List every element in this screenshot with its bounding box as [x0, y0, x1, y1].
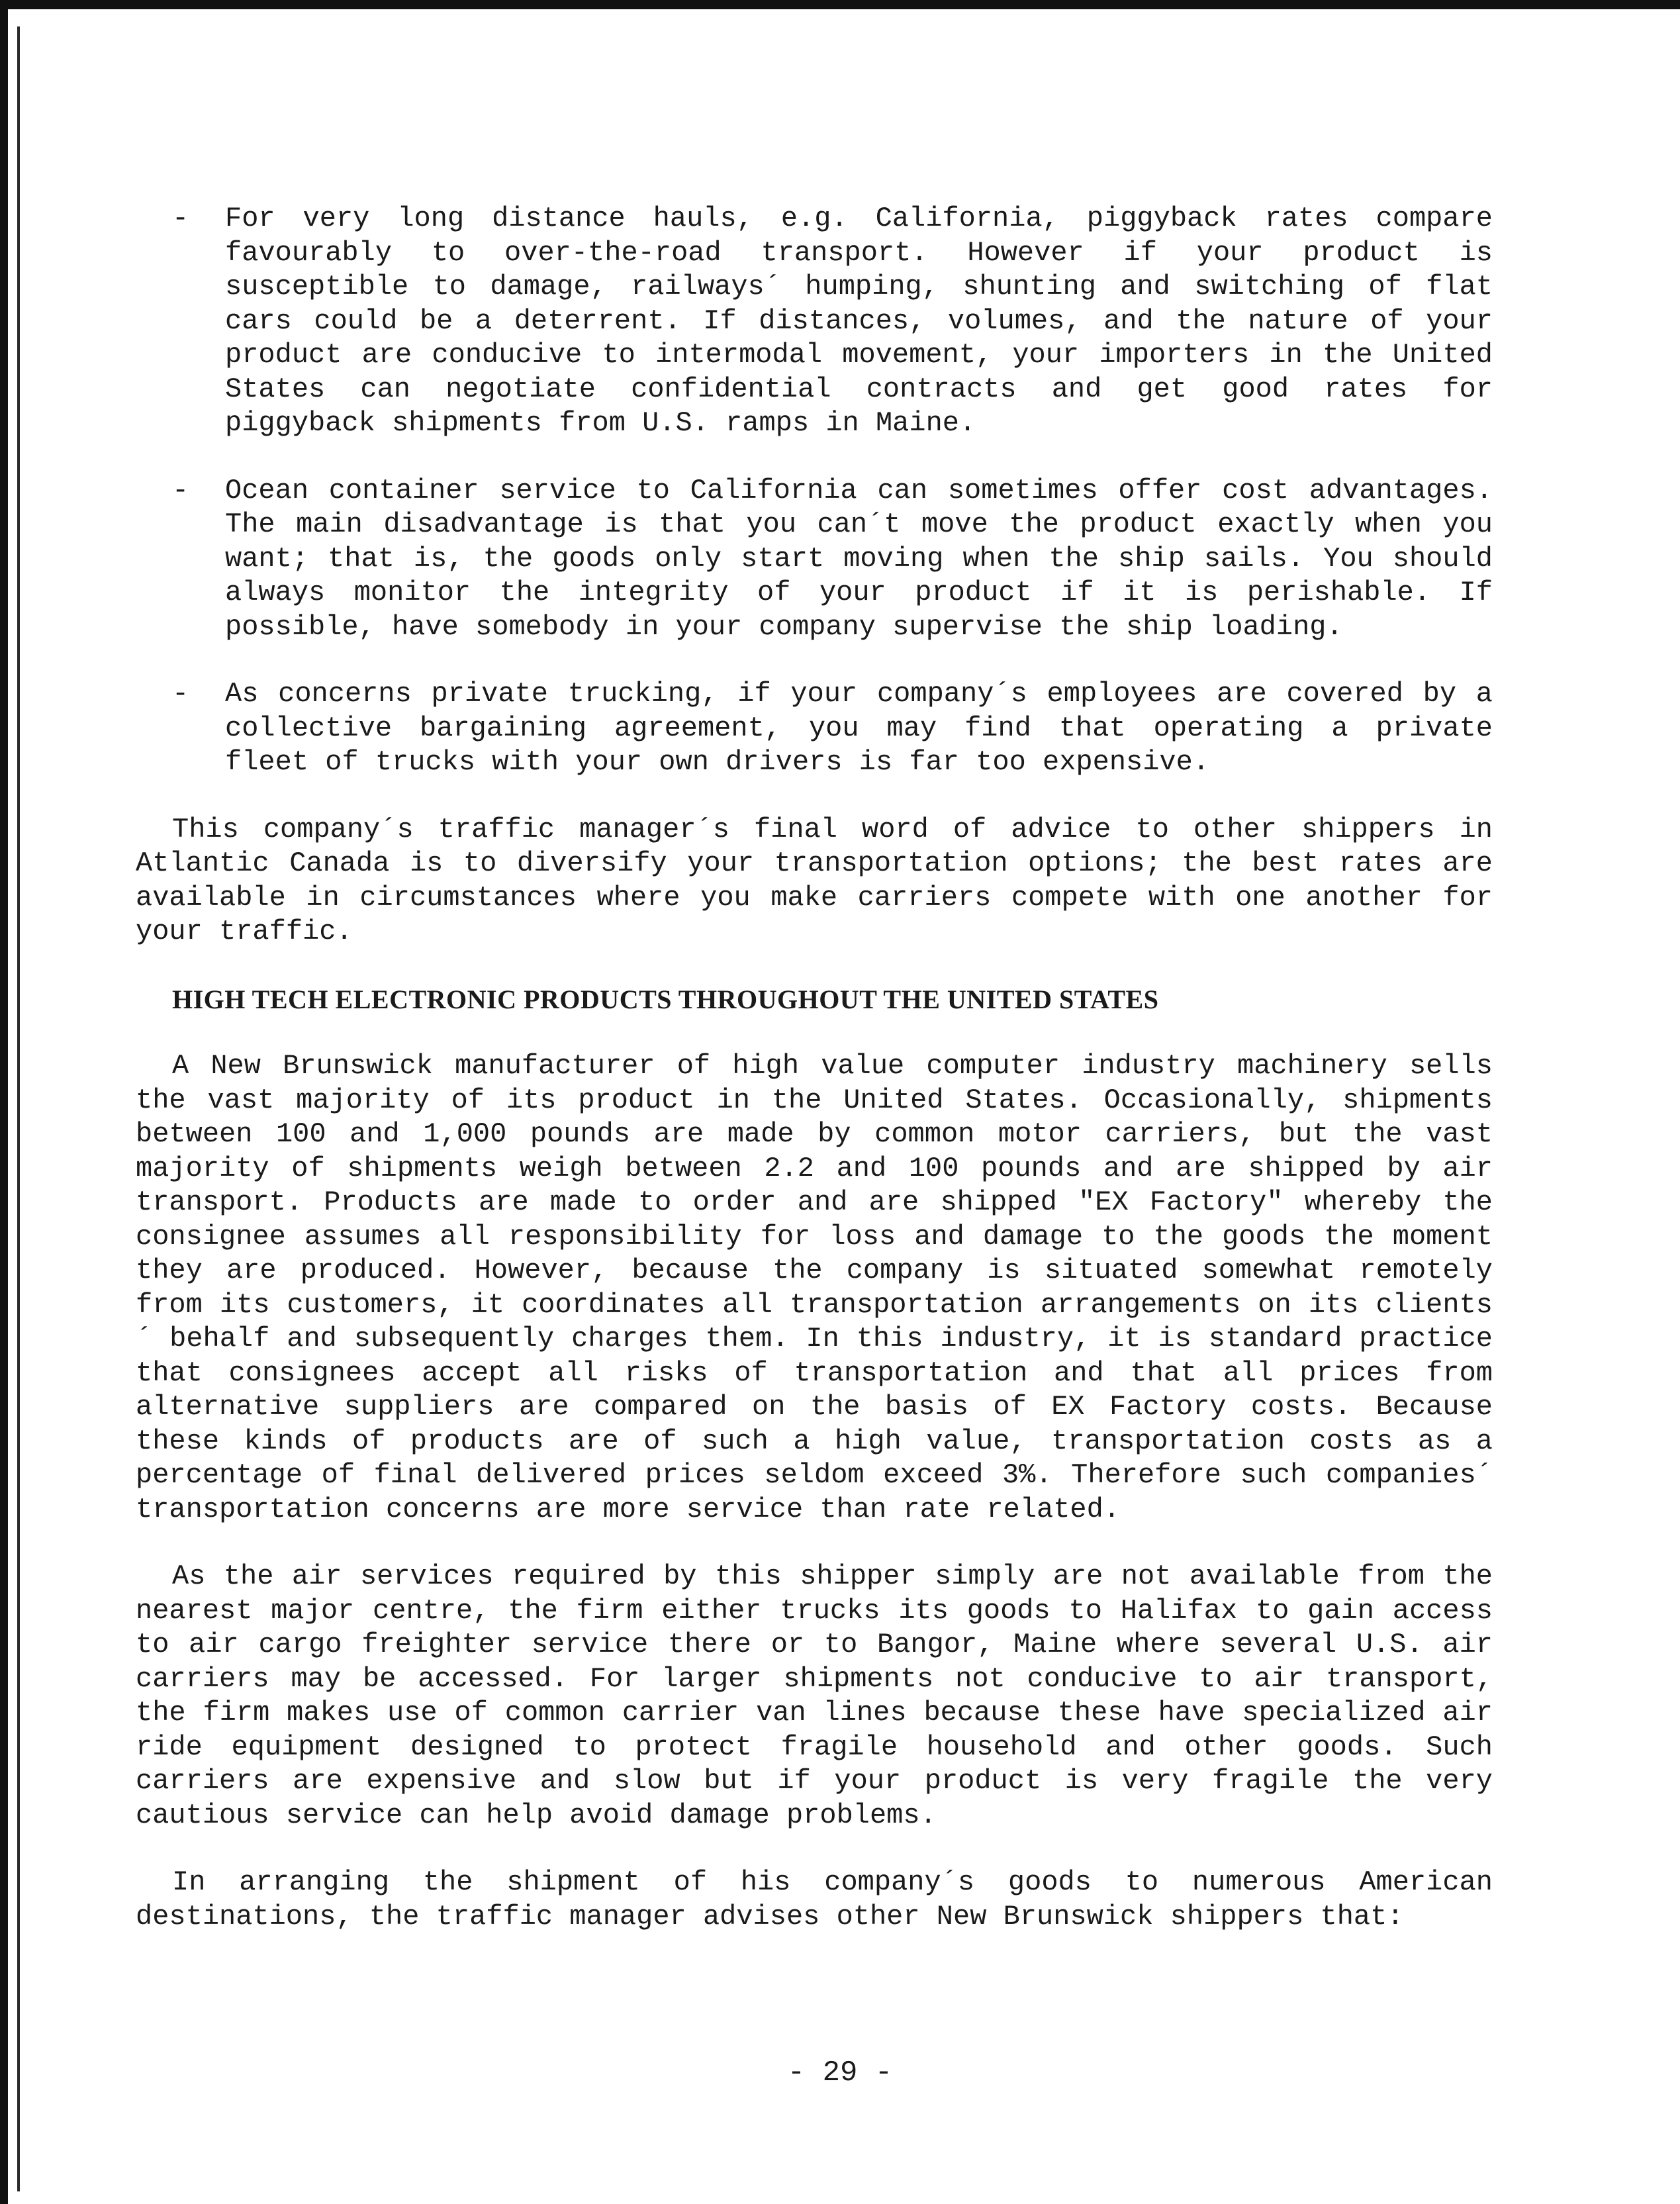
- bullet-item: [136, 202, 1493, 441]
- page-number: - 29 -: [787, 2056, 893, 2089]
- scan-binding-line: [17, 26, 20, 2191]
- advice-paragraph: This company´s traffic manager´s final word of advice to other shippers in Atlantic Canada is to diversify your transportation options; the best rates are available in circumstances where you make carriers compete with one another for your traffic.: [136, 813, 1493, 947]
- bullet-text: For very long distance hauls, e.g. California, piggyback rates compare favourably to over-the-road transport. However if your product is susceptible to damage, railways´ humping, shunting and switching of flat cars could be a deterrent. If distances, volumes, and the nature of your product are conducive to intermodal movement, your importers in the United States can negotiate confidential contracts and get good rates for piggyback shipments from U.S. ramps in Maine.: [225, 203, 1493, 439]
- scan-border-left: [0, 0, 8, 2204]
- body-paragraph: As the air services required by this shipper simply are not available from the nearest major centre, the firm either trucks its goods to Halifax to gain access to air cargo freighter service there or to Bangor, Maine where several U.S. air carriers may be accessed. For larger shipments not conducive to air transport, the firm makes use of common carrier van lines because these have specialized air ride equipment designed to protect fragile household and other goods. Such carriers are expensive and slow but if your product is very fragile the very cautious service can help avoid damage problems.: [136, 1560, 1493, 1831]
- bullet-text: Ocean container service to California can sometimes offer cost advantages. The main disadvantage is that you can´t move the product exactly when you want; that is, the goods only start moving when the ship sails. You should always monitor the integrity of your product if it is perishable. If possible, have somebody in your company supervise the ship loading.: [225, 474, 1493, 643]
- scan-border-top: [0, 0, 1680, 9]
- bullet-text: As concerns private trucking, if your company´s employees are covered by a collective bargaining agreement, you may find that operating a private fleet of trucks with your own drivers is far too expensive.: [225, 678, 1493, 778]
- body-paragraph: A New Brunswick manufacturer of high value computer industry machinery sells the vast majority of its product in the United States. Occasionally, shipments between 100 and 1,000 pounds are made by common motor carriers, but the vast majority of shipments weigh between 2.2 and 100 pounds and are shipped by air transport. Products are made to order and are shipped "EX Factory" whereby the consignee assumes all responsibility for loss and damage to the goods the moment they are produced. However, because the company is situated somewhat remotely from its customers, it coordinates all transportation arrangements on its clients´ behalf and subsequently charges them. In this industry, it is standard practice that consignees accept all risks of transportation and that all prices from alternative suppliers are compared on the basis of EX Factory costs. Because these kinds of products are of such a high value, transportation costs as a percentage of final delivered prices seldom exceed 3%. Therefore such companies´ transportation concerns are more service than rate related.: [136, 1050, 1493, 1525]
- bullet-dash: -: [172, 203, 189, 234]
- bullet-dash: -: [172, 678, 189, 710]
- body-paragraph: In arranging the shipment of his company´s goods to numerous American destinations, the traffic manager advises other New Brunswick shippers that:: [136, 1866, 1493, 1933]
- bullet-item: [136, 474, 1493, 645]
- page-content: [136, 202, 1493, 1967]
- section-heading: HIGH TECH ELECTRONIC PRODUCTS THROUGHOUT THE UNITED STATES: [172, 984, 1159, 1014]
- bullet-dash: -: [172, 474, 189, 506]
- bullet-item: [136, 677, 1493, 780]
